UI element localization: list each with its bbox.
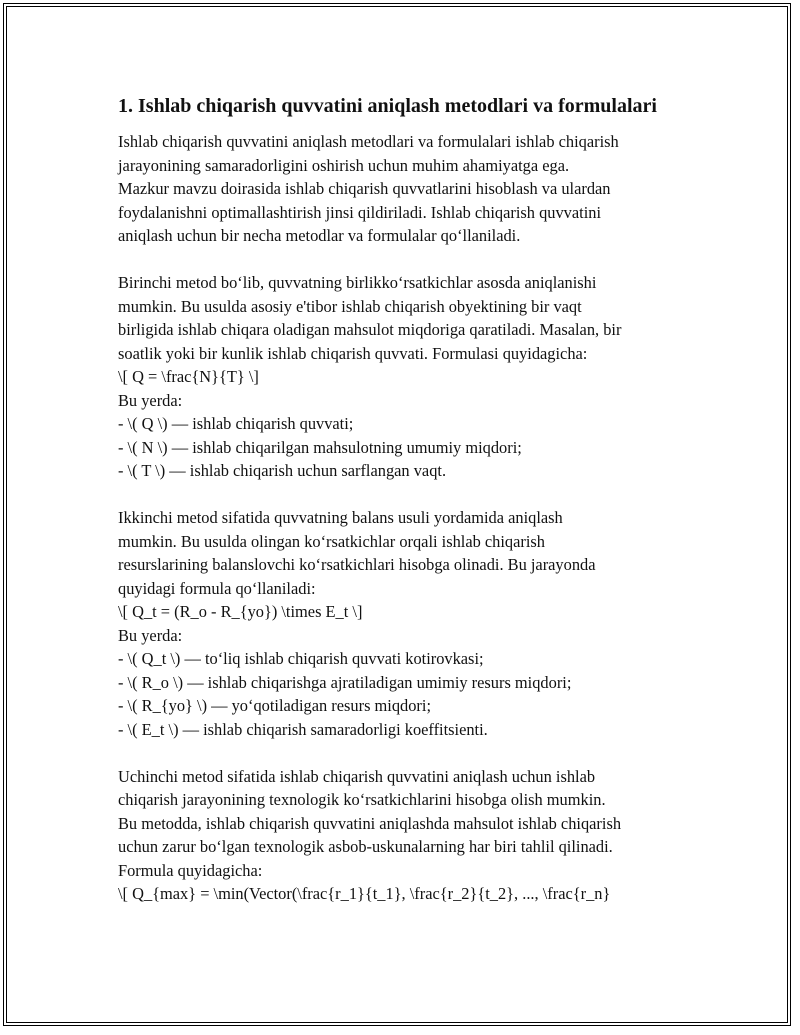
text-line: Bu yerda:: [118, 625, 183, 645]
list-item: - \( Q \) — ishlab chiqarish quvvati;: [118, 414, 354, 433]
list-item: - \( N \) — ishlab chiqarilgan mahsulotning umumiy miqdori;: [118, 437, 522, 457]
text-line: Formula quyidagicha:: [118, 860, 263, 880]
list-item: - \( E_t \) — ishlab chiqarish samaradorligi koeffitsienti.: [118, 719, 488, 739]
text-line: aniqlash uchun bir necha metodlar va formulalar qo‘llaniladi.: [118, 226, 521, 245]
formula-line: \[ Q = \frac{N}{T} \]: [118, 367, 259, 386]
list-item: - \( R_{yo} \) — yo‘qotiladigan resurs miqdori;: [118, 696, 431, 715]
paragraph-gap: [118, 248, 718, 272]
text-line: Birinchi metod bo‘lib, quvvatning birlikko‘rsatkichlar asosda aniqlanishi: [118, 273, 597, 292]
list-item: - \( Q_t \) — to‘liq ishlab chiqarish quvvati kotirovkasi;: [118, 649, 484, 668]
paragraph-intro: [118, 130, 718, 248]
text-line: mumkin. Bu usulda olingan ko‘rsatkichlar orqali ishlab chiqarish: [118, 531, 545, 551]
text-line: mumkin. Bu usulda asosiy e'tibor ishlab chiqarish obyektining bir vaqt: [118, 296, 582, 316]
text-line: chiqarish jarayonining texnologik ko‘rsatkichlarini hisobga olish mumkin.: [118, 790, 606, 809]
list-item: - \( R_o \) — ishlab chiqarishga ajratiladigan umimiy resurs miqdori;: [118, 672, 572, 692]
text-line: foydalanishni optimallashtirish jinsi qildiriladi. Ishlab chiqarish quvvatini: [118, 202, 602, 222]
list-item: - \( T \) — ishlab chiqarish uchun sarflangan vaqt.: [118, 461, 447, 480]
text-line: jarayonining samaradorligini oshirish uchun muhim ahamiyatga ega.: [118, 155, 570, 175]
document-body: [118, 93, 718, 906]
formula-line: \[ Q_t = (R_o - R_{yo}) \times E_t \]: [118, 602, 363, 621]
paragraph-method-two: [118, 506, 718, 741]
paragraph-gap: [118, 483, 718, 507]
text-line: uchun zarur bo‘lgan texnologik asbob-uskunalarning har biri tahlil qilinadi.: [118, 837, 613, 856]
paragraph-method-one: [118, 271, 718, 483]
text-line: Uchinchi metod sifatida ishlab chiqarish quvvatini aniqlash uchun ishlab: [118, 766, 596, 786]
text-line: birligida ishlab chiqara oladigan mahsulot miqdoriga qaratiladi. Masalan, bir: [118, 320, 622, 339]
formula-line: \[ Q_{max} = \min(Vector(\frac{r_1}{t_1}, \frac{r_2}{t_2}, ..., \frac{r_n}: [118, 884, 611, 903]
paragraph-method-three: [118, 765, 718, 906]
text-line: Bu yerda:: [118, 390, 183, 410]
text-line: quyidagi formula qo‘llaniladi:: [118, 578, 316, 598]
text-line: resurslarining balanslovchi ko‘rsatkichlari hisobga olinadi. Bu jarayonda: [118, 555, 596, 574]
text-line: Ishlab chiqarish quvvatini aniqlash metodlari va formulalari ishlab chiqarish: [118, 132, 619, 151]
text-line: Ikkinchi metod sifatida quvvatning balans usuli yordamida aniqlash: [118, 508, 563, 527]
text-line: Mazkur mavzu doirasida ishlab chiqarish quvvatlarini hisoblash va ulardan: [118, 179, 611, 198]
text-line: Bu metodda, ishlab chiqarish quvvatini aniqlashda mahsulot ishlab chiqarish: [118, 813, 622, 833]
section-title: 1. Ishlab chiqarish quvvatini aniqlash metodlari va formulalari: [118, 95, 657, 117]
paragraph-gap: [118, 741, 718, 765]
text-line: soatlik yoki bir kunlik ishlab chiqarish quvvati. Formulasi quyidagicha:: [118, 343, 588, 363]
